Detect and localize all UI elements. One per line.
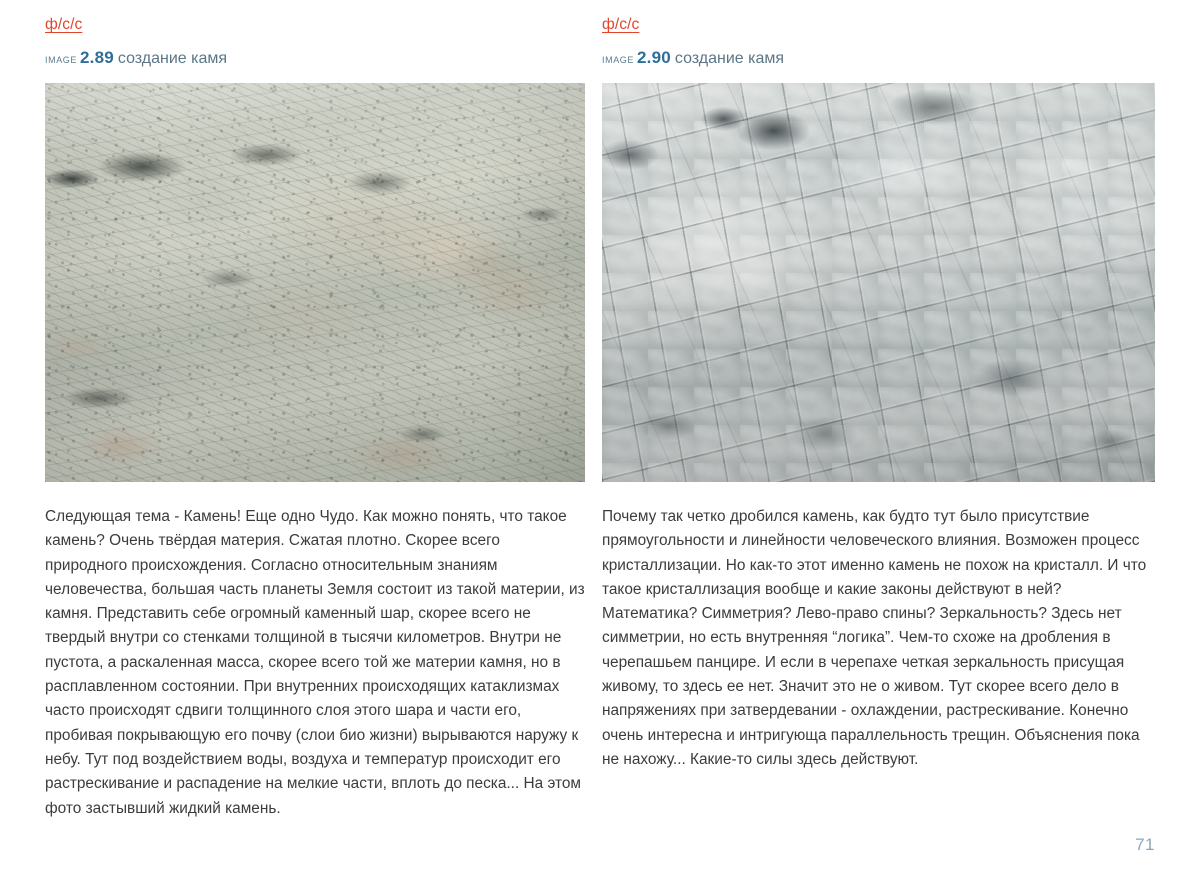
column-left (45, 0, 590, 877)
figure-caption (602, 49, 784, 67)
rock-vignette-layer (602, 83, 1155, 482)
caption-label: image (602, 51, 635, 66)
source-link[interactable]: ф/с/с (45, 16, 83, 33)
caption-text: создание камя (674, 50, 785, 67)
body-paragraph: Почему так четко дробился камень, как будто тут было присутствие прямоугольности и линейности человеческого влияния. Возможен процесс кристаллизации. Но как-то этот именно камень не похож на кристалл. И что такое кристаллизация вообще и какие законы действуют в ней? Математика? Симметрия? Лево-право спины? Зеркальность? Здесь нет симметрии, но есть внутренняя “логика”. Чем-то схоже на дробления в черепашьем панцире. И если в черепахе четкая зеркальность присущая живому, то здесь ее нет. Значит это не о живом. Тут скорее всего дело в напряжениях при затвердевании - охлаждении, растрескивание. Конечно очень интересна и интригующа параллельность трещин. Объяснения пока не нахожу... Какие-то силы здесь действуют. (602, 508, 1147, 768)
figure-image (45, 83, 585, 482)
figure-caption (45, 49, 227, 67)
body-paragraph: Следующая тема - Камень! Еще одно Чудо. Как можно понять, что такое камень? Очень твёрдая материя. Сжатая плотно. Скорее всего природного происхождения. Согласно относительным знаниям человечества, большая часть планеты Земля состоит из такой материи, из камня. Представить себе огромный каменный шар, скорее всего не твердый внутри со стенками толщиной в тысячи километров. Внутри не пустота, а раскаленная масса, скорее всего той же материи камня, но в расплавленном состоянии. При внутренних происходящих катаклизмах часто происходят сдвиги толщинного слоя этого шара и части его, пробивая покрывающую его почву (слои био жизни) вырываются наружу к небу. Тут под воздействием воды, воздуха и температур происходит его растрескивание и распадение на мелкие части, вплоть до песка... На этом фото застывший жидкий камень. (45, 508, 585, 817)
caption-text: создание камя (117, 50, 228, 67)
caption-number: 2.89 (80, 48, 114, 67)
caption-label: image (45, 51, 78, 66)
column-right (602, 0, 1155, 877)
figure-image (602, 83, 1155, 482)
source-link[interactable]: ф/с/с (602, 16, 640, 33)
caption-number: 2.90 (637, 48, 671, 67)
rock-vignette-layer (45, 83, 585, 482)
page-number: 71 (1135, 835, 1155, 854)
